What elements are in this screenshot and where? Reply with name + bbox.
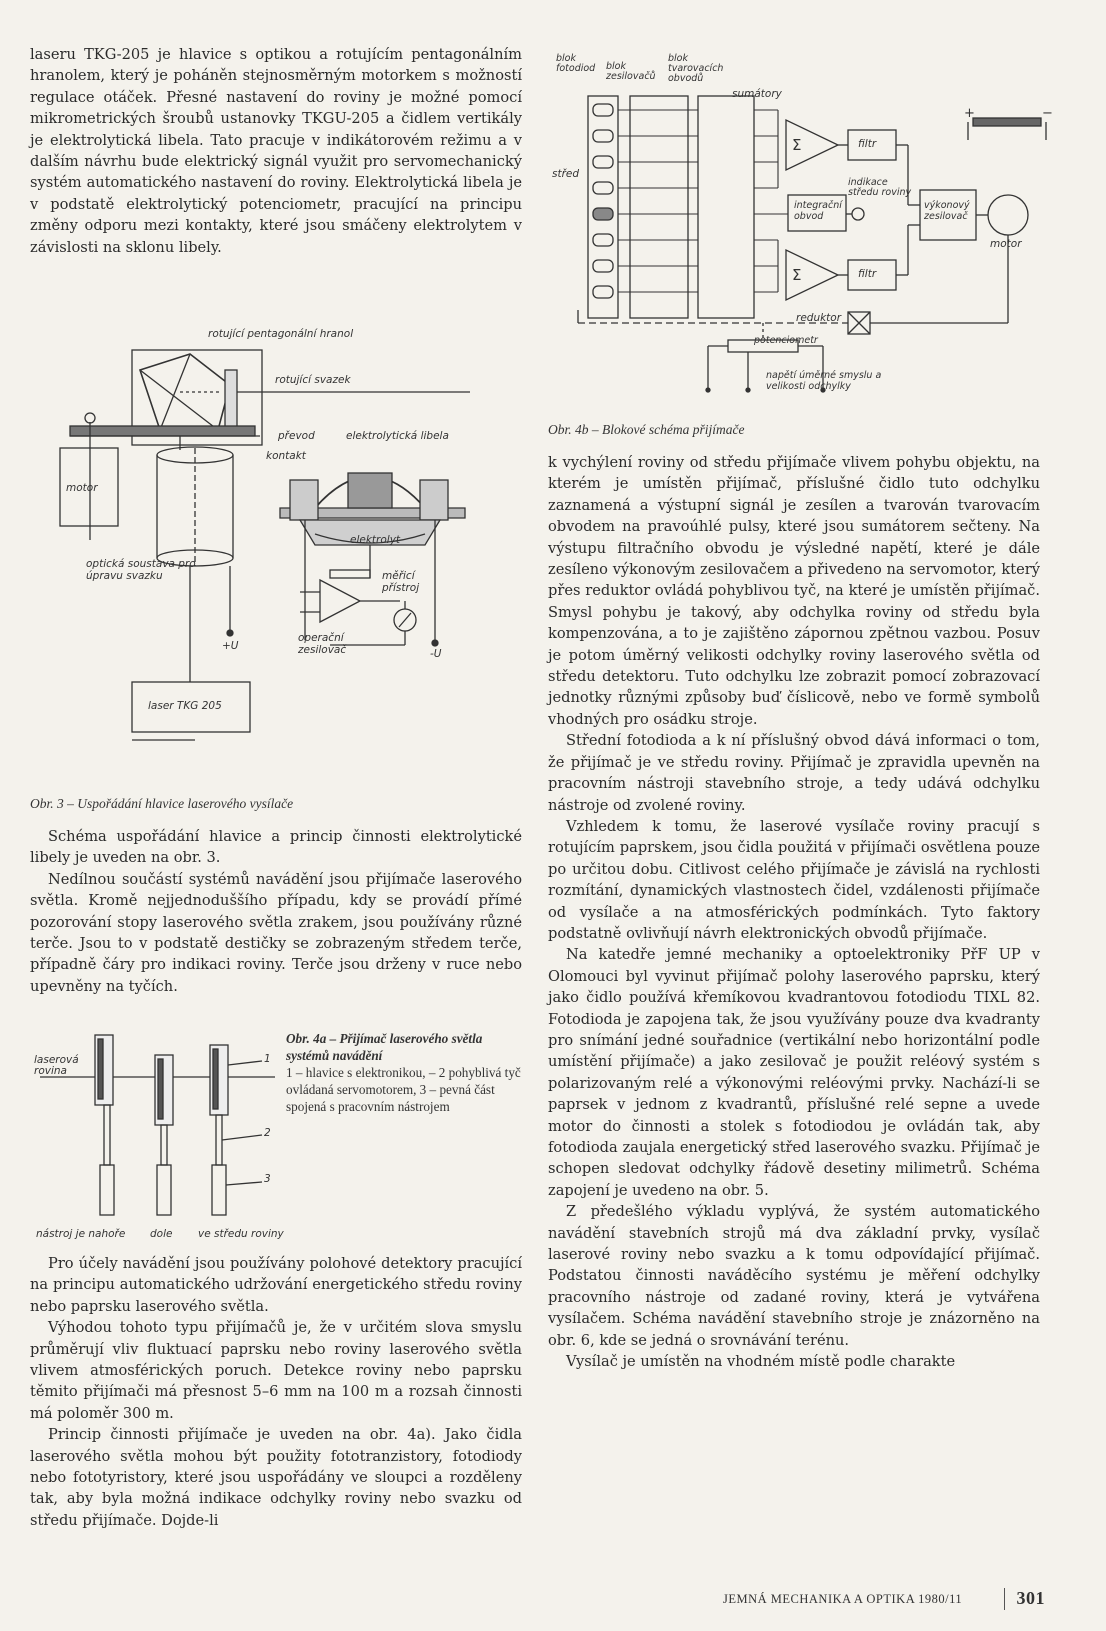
opamp-symbol	[320, 580, 360, 622]
paragraph: Na katedře jemné mechaniky a optoelektroniky PřF UP v Olomouci byl vyvinut přijímač polohy laserového paprsku, který jako čidlo používá křemíkovou kvadrantovou fotodiodu TIXL 82. Fotodioda je zapojena tak, že jsou využívány pouze dva kvadranty pro snímání jedné souřadnice (vertikální nebo horizontální podle umístění přijímače) a jako zesilovač je použit reléový systém s polarizovaným relé a výkonovými reléovými prvky. Nachází-li se paprsek v jednom z kvadrantů, příslušné relé sepne a uvede motor do činnosti a stolek s fotodiodou je ovládán tak, aby fotodioda zaujala energetický střed laserového svazku. Přijímač je schopen sledovat odchylky řádově desetiny milimetrů. Schéma zapojení je uvedeno na obr. 5.	[548, 946, 1040, 1199]
label-amps: blok zesilovačů	[606, 61, 656, 82]
paragraph: Vzhledem k tomu, že laserové vysílače roviny pracují s rotujícím paprskem, jsou čidla použitá v přijímači osvětlena pouze po určitou dobu. Citlivost celého přijímače je závislá na rychlosti rozmítání, dynamických vlastnostech čidel, vzdálenosti přijímače od vysílače a na atmosférických podmínkách. Tyto faktory podstatně ovlivňují návrh elektronických obvodů přijímače.	[548, 817, 1040, 942]
label-plus: +	[964, 106, 975, 121]
label-minus: −	[1042, 106, 1053, 121]
label-opamp: operační zesilovač	[298, 632, 347, 656]
label-photodiodes: blok fotodiod	[556, 53, 596, 74]
label-reducer: reduktor	[796, 312, 842, 324]
label-electrolyte: elektrolyt	[350, 534, 401, 546]
figure-4b-caption: Obr. 4b – Blokové schéma přijímače	[548, 422, 745, 437]
text-right	[548, 452, 1040, 1372]
label-indicator: indikace středu roviny	[848, 177, 912, 198]
label-motor: motor	[990, 238, 1022, 250]
label-libela: elektrolytická libela	[346, 430, 449, 442]
label-integrator: integrační obvod	[794, 200, 842, 222]
paragraph: k vychýlení roviny od středu přijímače vlivem pohybu objektu, na kterém je umístěn přijímač, příslušné čidlo tuto odchylku zaznamená a výstupní signál je zesílen a tvarován tvarovacím obvodem na pravoúhlé pulsy, které jsou sumátorem sečteny. Na výstupu filtračního obvodu je výsledné napětí, které je dále zesíleno výkonovým zesilovačem a přivedeno na servomotor, který přes reduktor ovládá pohyblivou tyč, na které je umístěn přijímač. Smysl pohybu je takový, aby odchylka roviny od středu byla kompenzována, a to je zajištěno zápornou zpětnou vazbou. Posuv je potom úměrný velikosti odchylky roviny laserového světla od středu detektoru. Tuto odchylku lze zobrazit pomocí zobrazovací jednotky různými způsoby buď číslicově, nebo ve formě symbolů vhodných pro osádku stroje.	[548, 454, 1040, 728]
journal-name: JEMNÁ MECHANIKA A OPTIKA 1980/11	[723, 1592, 963, 1606]
label-laser: laser TKG 205	[148, 700, 222, 712]
paragraph: Pro účely navádění jsou používány polohové detektory pracující na principu automatického udržování energetického středu roviny nebo paprsku laserového světla.	[30, 1255, 522, 1315]
label-beam: rotující svazek	[275, 374, 351, 386]
label-contact: kontakt	[266, 450, 306, 462]
label-num-1: 1	[264, 1053, 271, 1065]
figure-4a	[30, 1025, 280, 1225]
footer-divider	[1004, 1588, 1005, 1610]
label-gear: převod	[278, 430, 315, 442]
label-meter: měřicí přístroj	[382, 570, 420, 594]
paragraph: Výhodou tohoto typu přijímačů je, že v určitém slova smyslu průměrují vliv fluktuací paprsku nebo roviny laserového světla vlivem atmosférických poruch. Detekce roviny nebo paprsku těmito přijímači má přesnost 5–6 mm na 100 m a rozsah činnosti má poloměr 300 m.	[30, 1319, 522, 1422]
paragraph: Princip činnosti přijímače je uveden na obr. 4a). Jako čidla laserového světla mohou být použity fototranzistory, fotodiody nebo fototyristory, které jsou uspořádány ve sloupci a rozděleny tak, aby byla možná indikace odchylky roviny nebo svazku od středu přijímače. Dojde-li	[30, 1426, 522, 1529]
label-power-amp: výkonový zesilovač	[924, 200, 970, 222]
figure-3-caption: Obr. 3 – Uspořádání hlavice laserového vysílače	[30, 796, 294, 811]
text-left-top	[30, 44, 522, 258]
motor-circle	[988, 195, 1028, 235]
label-potentiometer: potenciometr	[754, 335, 818, 346]
caption-title: Obr. 4a – Přijímač laserového světla systémů navádění	[286, 1031, 483, 1063]
paragraph: Schéma uspořádání hlavice a princip činnosti elektrolytické libely je uveden na obr. 3.	[30, 828, 522, 867]
paragraph: Vysílač je umístěn na vhodném místě podle charakte	[566, 1353, 956, 1371]
label-laser-plane: laserová rovina	[34, 1054, 79, 1077]
paragraph: Nedílnou součástí systémů navádění jsou přijímače laserového světla. Kromě nejjednoduššího případu, kdy se provádí přímé pozorování stopy laserového světla zrakem, jsou používány různé terče. Jsou to v podstatě destičky se zobrazeným středem terče, případně čáry pro indikaci roviny. Terče jsou drženy v ruce nebo upevněny na tyčích.	[30, 870, 522, 995]
text-left-mid	[30, 826, 522, 997]
paragraph: Střední fotodioda a k ní příslušný obvod dává informaci o tom, že přijímač je ve středu roviny. Přijímač je zpravidla upevněn na pracovním nástroji stavebního stroje, a tedy udává odchylku nástroje od zvolené roviny.	[548, 732, 1040, 814]
label-summers: sumátory	[732, 88, 782, 100]
page-number: 301	[1016, 1588, 1045, 1608]
label-filter-top: filtr	[858, 138, 877, 150]
label-prism: rotující pentagonální hranol	[208, 328, 354, 340]
label-shaping: blok tvarovacích obvodů	[668, 53, 724, 84]
label-num-3: 3	[264, 1173, 271, 1185]
figure-3	[30, 330, 530, 790]
figure-4b	[548, 50, 1088, 420]
label-sigma-bottom: Σ	[792, 266, 802, 284]
label-optics: optická soustava pro úpravu svazku	[86, 558, 196, 582]
label-minus-u: -U	[430, 648, 442, 660]
photodiode-cells	[593, 104, 613, 298]
label-voltage: napětí úměrné smyslu a velikosti odchylky	[766, 370, 882, 392]
label-filter-bottom: filtr	[858, 268, 877, 280]
label-plus-u: +U	[222, 640, 239, 652]
text-left-bottom	[30, 1253, 522, 1531]
figure-4b-drawing	[548, 50, 1088, 420]
paragraph: Z předešlého výkladu vyplývá, že systém automatického navádění stavebních strojů má dva základní prvky, vysílač laserové roviny nebo svazku a k tomu odpovídající přijímač. Podstatou činnosti naváděcího systému je měření odchylky pracovního nástroje od zadané roviny, která je vytvářena vysílačem. Schéma navádění stavebního stroje je znázorněno na obr. 6, kde se jedná o srovnávání terénu.	[548, 1203, 1040, 1349]
label-sigma-top: Σ	[792, 136, 802, 154]
label-num-2: 2	[264, 1127, 271, 1139]
label-tool-down: dole	[150, 1228, 173, 1240]
label-center: střed	[552, 168, 580, 180]
label-tool-mid: ve středu roviny	[198, 1228, 284, 1240]
figure-4a-caption	[286, 1030, 526, 1115]
caption-body: 1 – hlavice s elektronikou, – 2 pohyblivá tyč ovládaná servomotorem, 3 – pevná část spojená s pracovním nástrojem	[286, 1065, 521, 1114]
paragraph: laseru TKG-205 je hlavice s optikou a rotujícím pentagonálním hranolem, který je poháněn stejnosměrným motorkem s možností regulace otáček. Přesné nastavení do roviny je možné pomocí mikrometrických šroubů ustanovky TKGU-205 a čidlem vertikály je elektrolytická libela. Tato pracuje v indikátorovém režimu a v dalším návrhu bude elektrický signál využit pro servomechanický systém automatického nastavení do roviny. Elektrolytická libela je v podstatě elektrolytický potenciometr, pracující na principu změny odporu mezi kontakty, které jsou smáčeny elektrolytem v závislosti na sklonu libely.	[30, 46, 522, 256]
page-footer	[723, 1588, 1045, 1608]
label-tool-up: nástroj je nahoře	[36, 1228, 126, 1240]
label-motor: motor	[66, 482, 98, 494]
